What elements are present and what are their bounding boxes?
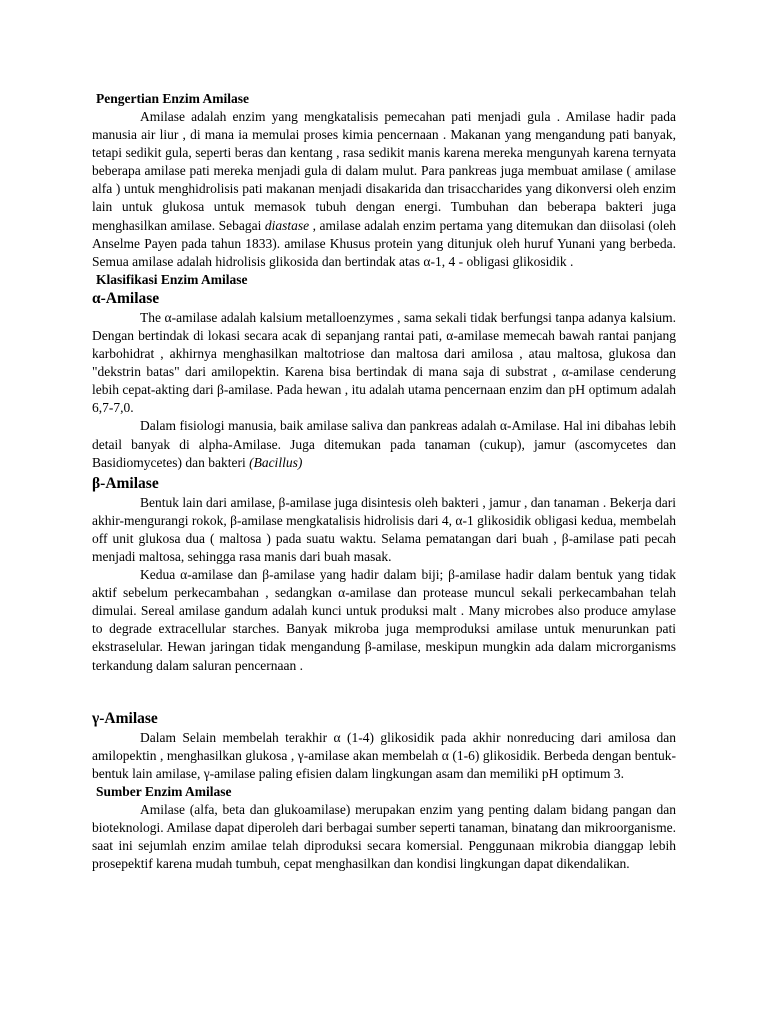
paragraph-beta-1: Bentuk lain dari amilase, β-amilase juga disintesis oleh bakteri , jamur , dan tanaman . Bekerja dari akhir-mengurangi rokok, β-amilase mengkatalisis hidrolisis dari 4, α-1 glikosidik obligasi kedua, membelah off unit glukosa dua ( maltosa ) pada suatu waktu. Selama pematangan dari buah , β-amilase pati pecah menjadi maltosa, sehingga rasa manis dari buah masak. <box>92 494 676 564</box>
paragraph-gamma: Dalam Selain membelah terakhir α (1-4) glikosidik pada akhir nonreducing dari amilosa dan amilopektin , menghasilkan glukosa , γ-amilase akan membelah α (1-6) glikosidik. Berbeda dengan bentuk-bentuk lain amilase, γ-amilase paling efisien dalam lingkungan asam dan memiliki pH optimum 3. <box>92 729 676 781</box>
heading-beta-amilase: β-Amilase <box>92 474 159 492</box>
paragraph-pengertian-text-a: Amilase adalah enzim yang mengkatalisis pemecahan pati menjadi gula . Amilase hadir pada manusia air liur , di mana ia memulai proses kimia pencernaan . Makanan yang mengandung pati banyak, tetapi sedikit gula, seperti beras dan kentang , rasa sedikit manis karena mereka mengunyah karena ternyata beberapa amilase pati mereka menjadi gula di dalam mulut. Para pankreas juga membuat amilase ( amilase alfa ) untuk menghidrolisis pati makanan menjadi disakarida dan trisaccharides yang dikonversi oleh enzim lain untuk glukosa untuk memasok tubuh dengan energi. Tumbuhan dan beberapa bakteri juga menghasilkan amilase. Sebagai <box>92 109 676 233</box>
paragraph-alpha-2-text: Dalam fisiologi manusia, baik amilase saliva dan pankreas adalah α-Amilase. Hal ini dibahas lebih detail banyak di alpha-Amilase. Juga ditemukan pada tanaman (cukup), jamur (ascomycetes dan Basidiomycetes) dan bakteri <box>92 418 676 470</box>
heading-gamma-amilase: γ-Amilase <box>92 709 158 727</box>
paragraph-beta-2: Kedua α-amilase dan β-amilase yang hadir dalam biji; β-amilase hadir dalam bentuk yang tidak aktif sebelum perkecambahan , sedangkan α-amilase dan protease muncul sekali perkecambahan telah dimulai. Sereal amilase gandum adalah kunci untuk produksi malt . Many microbes also produce amylase to degrade extracellular starches. Banyak mikroba juga memproduksi amilase untuk menurunkan pati ekstraselular. Hewan jaringan tidak mengandung β-amilase, meskipun mungkin ada dalam microrganisms terkandung dalam saluran pencernaan . <box>92 567 676 673</box>
heading-alpha-amilase: α-Amilase <box>92 289 160 307</box>
paragraph-pengertian-text-b: , amilase adalah enzim pertama yang ditemukan dan diisolasi (oleh Anselme Payen pada tahun 1833). amilase Khusus protein yang ditunjuk oleh huruf Yunani yang berbeda. Semua amilase adalah hidrolisis glikosida dan bertindak atas α-1, 4 - obligasi glikosidik . <box>92 217 676 269</box>
document-page <box>92 90 676 873</box>
paragraph-sumber: Amilase (alfa, beta dan glukoamilase) merupakan enzim yang penting dalam bidang pangan dan bioteknologi. Amilase dapat diperoleh dari berbagai sumber seperti tanaman, binatang dan mikroorganisme. saat ini sejumlah enzim amilae telah diproduksi secara komersial. Penggunaan mikrobia dianggap lebih prosepektif karena mudah tumbuh, cepat menghasilkan dan kondisi lingkungan dapat dikendalikan. <box>92 801 676 872</box>
paragraph-alpha-1: The α-amilase adalah kalsium metalloenzymes , sama sekali tidak berfungsi tanpa adanya kalsium. Dengan bertindak di lokasi secara acak di sepanjang rantai pati, α-amilase memecah bawah rantai panjang karbohidrat , akhirnya menghasilkan maltotriose dan maltosa dari amilosa , atau maltosa, glukosa dan "dekstrin batas" dari amilopektin. Karena bisa bertindak di mana saja di substrat , α-amilase cenderung lebih cepat-akting dari β-amilase. Pada hewan , itu adalah utama pencernaan enzim dan pH optimum adalah 6,7-7,0. <box>92 309 676 416</box>
paragraph-pengertian-emphasis: diastase <box>264 217 310 233</box>
paragraph-alpha-2 <box>92 417 676 471</box>
heading-klasifikasi: Klasifikasi Enzim Amilase <box>96 271 248 287</box>
paragraph-alpha-2-emphasis: (Bacillus) <box>249 454 303 470</box>
paragraph-pengertian <box>92 108 676 271</box>
heading-pengertian: Pengertian Enzim Amilase <box>96 91 249 106</box>
heading-sumber: Sumber Enzim Amilase <box>96 783 232 799</box>
